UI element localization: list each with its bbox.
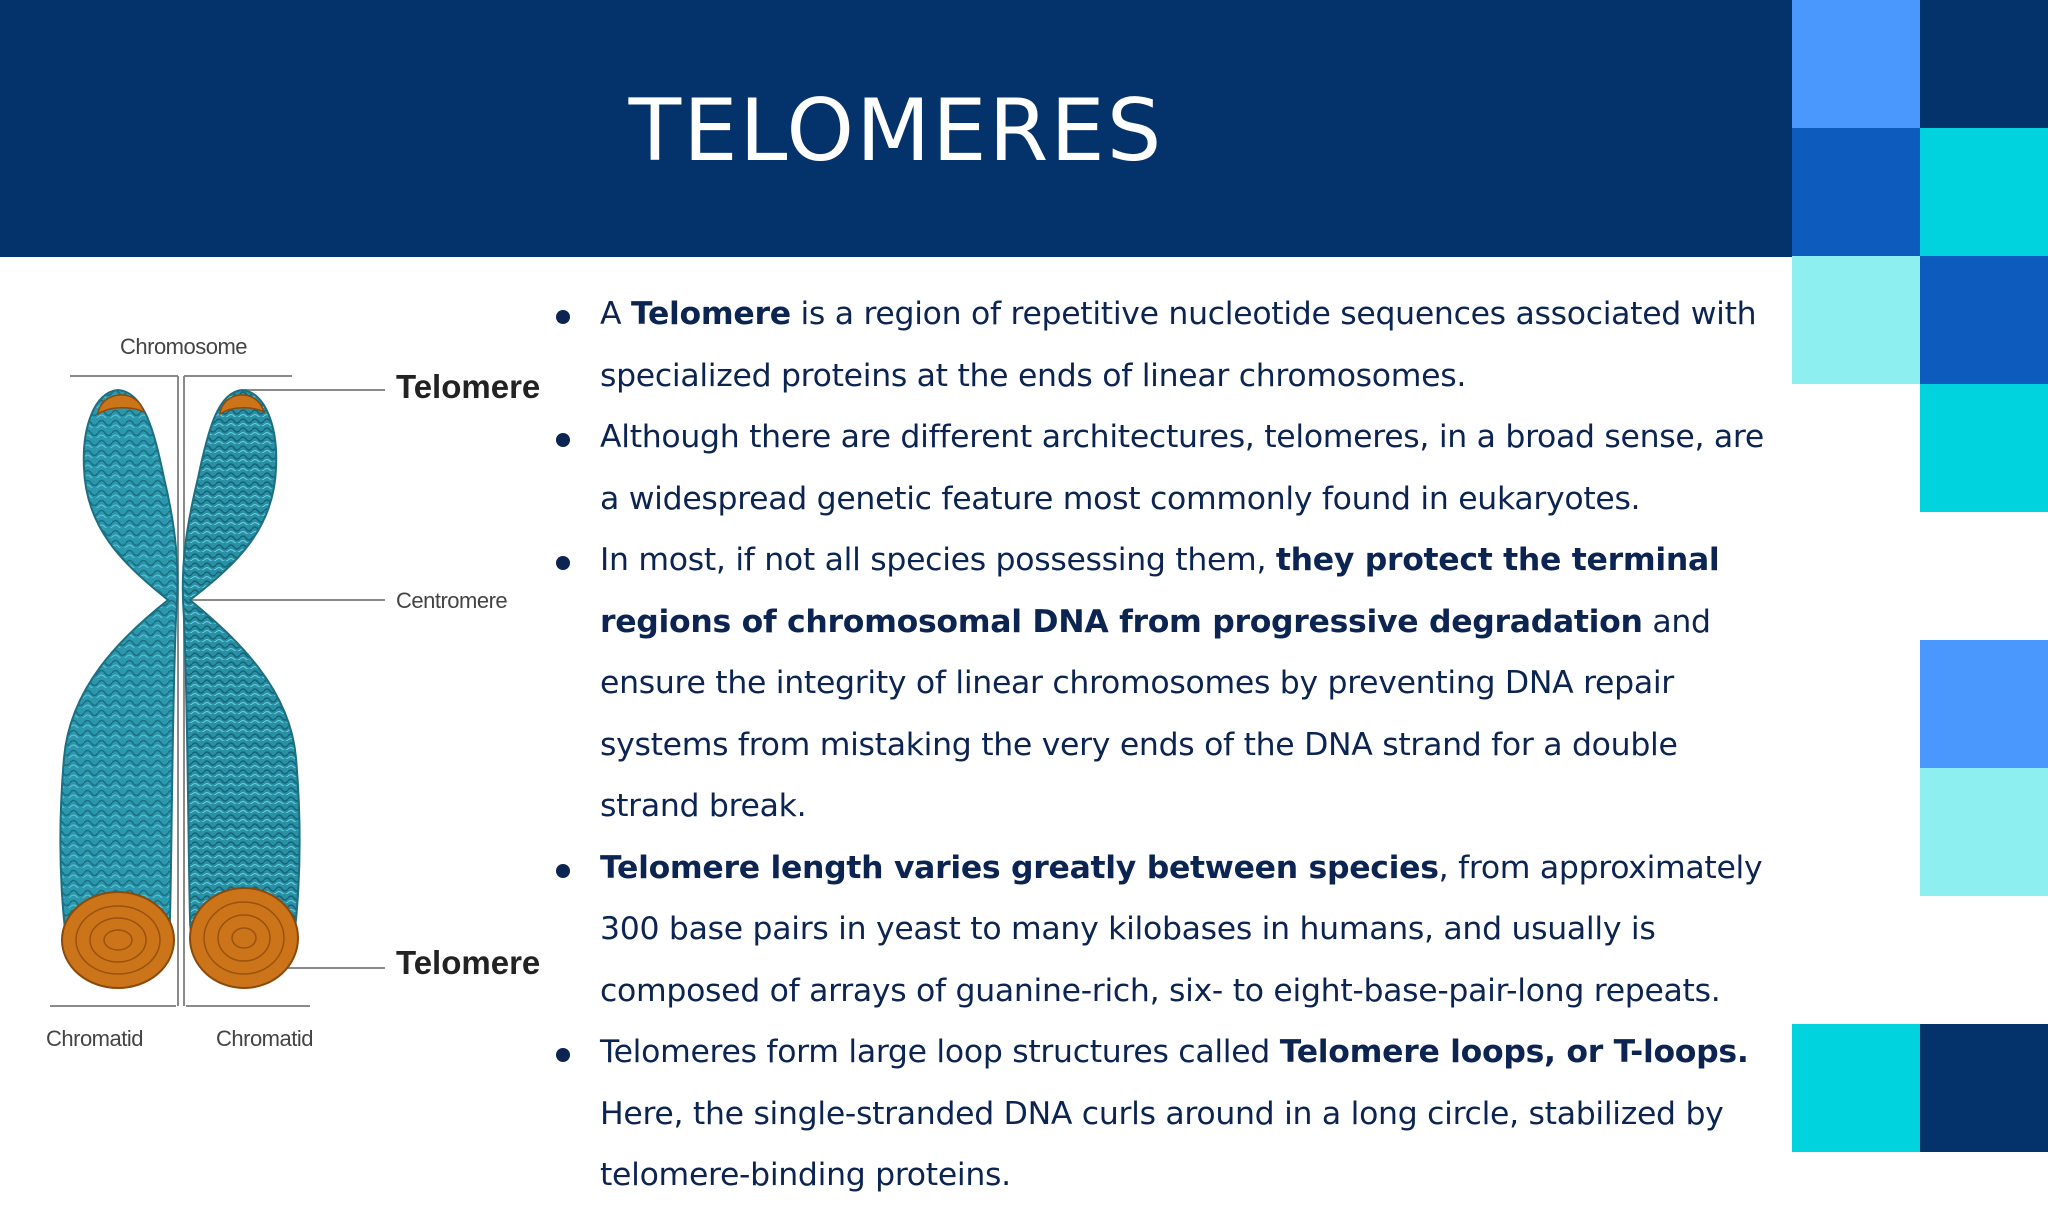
deco-tile — [1792, 256, 1920, 384]
deco-tile — [1792, 128, 1920, 256]
bullet-list — [546, 284, 1782, 1207]
deco-tile — [1792, 0, 1920, 128]
slide-title: TELOMERES — [628, 80, 1164, 181]
bullet-item — [546, 407, 1782, 530]
deco-tile — [1920, 128, 2048, 256]
deco-tile — [1920, 1024, 2048, 1152]
bullet-text: A Telomere is a region of repetitive nucleotide sequences associated with specialized proteins at the ends of linear chromosomes. — [600, 296, 1757, 394]
telomere-cap — [190, 888, 298, 988]
bullet-item — [546, 530, 1782, 838]
label-telomere-top: Telomere — [396, 368, 541, 405]
bullet-icon — [556, 556, 570, 570]
bullet-icon — [556, 433, 570, 447]
bullet-text: Telomeres form large loop structures called Telomere loops, or T-loops. Here, the single-stranded DNA curls around in a long circle, stabilized by telomere-binding proteins. — [600, 1034, 1749, 1193]
bullet-text: Telomere length varies greatly between species, from approximately 300 base pairs in yeast to many kilobases in humans, and usually is composed of arrays of guanine-rich, six- to eight-base-pair-long repeats. — [600, 849, 1763, 1009]
label-centromere: Centromere — [396, 588, 508, 613]
content-area — [546, 284, 1782, 1207]
label-chromosome: Chromosome — [120, 334, 248, 359]
bullet-icon — [556, 864, 570, 878]
bullet-icon — [556, 310, 570, 324]
label-chromatid-right: Chromatid — [216, 1026, 313, 1051]
bullet-text: In most, if not all species possessing them, they protect the terminal regions of chromosomal DNA from progressive degradation and ensure the integrity of linear chromosomes by preventing DNA repair systems from mistaking the very ends of the DNA strand for a double strand break. — [600, 542, 1720, 824]
telomere-cap — [62, 892, 174, 988]
bullet-item — [546, 838, 1782, 1023]
bullet-text: Although there are different architectures, telomeres, in a broad sense, are a widespread genetic feature most commonly found in eukaryotes. — [600, 419, 1764, 517]
label-chromatid-left: Chromatid — [46, 1026, 143, 1051]
deco-tile — [1920, 256, 2048, 384]
bullet-icon — [556, 1048, 570, 1062]
deco-tile — [1920, 0, 2048, 128]
bullet-item — [546, 284, 1782, 407]
chromosome-figure — [0, 318, 545, 1088]
deco-tile — [1920, 768, 2048, 896]
label-telomere-bottom: Telomere — [396, 944, 541, 981]
deco-tile — [1920, 384, 2048, 512]
deco-tile — [1792, 1024, 1920, 1152]
bullet-item — [546, 1022, 1782, 1207]
deco-tile — [1920, 640, 2048, 768]
